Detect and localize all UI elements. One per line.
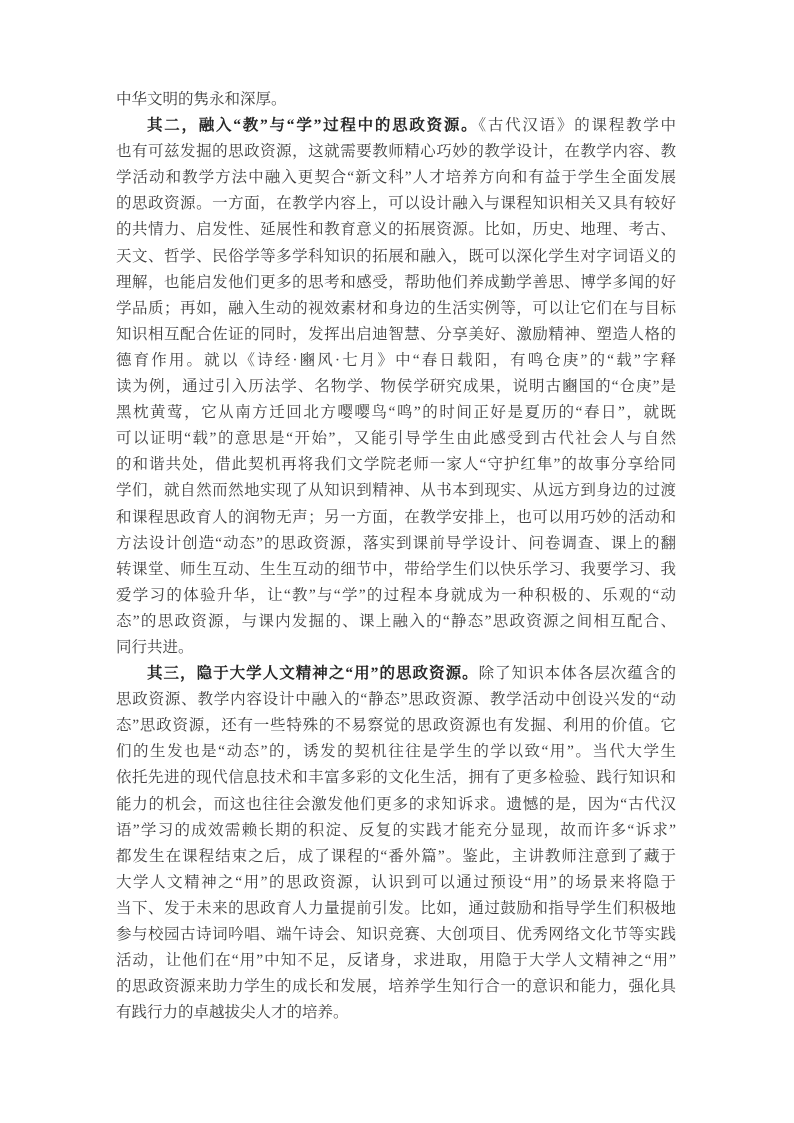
text-run: 大学人文精神之“用”的思政资源，认识到可以通过预设“用”的场景来将隐于 <box>116 873 676 891</box>
text-run: 读为例，通过引入历法学、名物学、物侯学研究成果，说明古豳国的“仓庚”是 <box>116 378 676 396</box>
text-line <box>116 661 676 687</box>
text-line <box>116 452 676 478</box>
text-run: 的共情力、启发性、延展性和教育意义的拓展资源。比如，历史、地理、考古、 <box>116 221 676 239</box>
text-line <box>116 765 676 791</box>
text-line <box>116 217 676 243</box>
text-line <box>116 322 676 348</box>
text-run: 同行共进。 <box>116 638 194 656</box>
text-run: 们的生发也是“动态”的，诱发的契机往往是学生的学以致“用”。当代大学生 <box>116 743 676 761</box>
text-line <box>116 191 676 217</box>
text-run: 态”思政资源，还有一些特殊的不易察觉的思政资源也有发掘、利用的价值。它 <box>116 717 676 735</box>
text-line <box>116 244 676 270</box>
text-line <box>116 870 676 896</box>
text-line <box>116 948 676 974</box>
text-line <box>116 139 676 165</box>
text-run: 活动，让他们在“用”中知不足，反诸身，求进取，用隐于大学人文精神之“用” <box>116 952 676 970</box>
text-line <box>116 974 676 1000</box>
text-line <box>116 505 676 531</box>
text-run: 学们，就自然而然地实现了从知识到精神、从书本到现实、从远方到身边的过渡 <box>116 482 676 500</box>
text-line <box>116 87 676 113</box>
text-run: 中华文明的隽永和深厚。 <box>116 91 287 108</box>
text-run: 《古代汉语》的课程教学中 <box>478 117 676 135</box>
text-run: 除了知识本体各层次蕴含的 <box>478 665 676 683</box>
text-line <box>116 687 676 713</box>
text-run: 参与校园古诗词吟唱、端午诗会、知识竞赛、大创项目、优秀网络文化节等实践 <box>116 926 676 943</box>
text-line <box>116 426 676 452</box>
text-run: 的思政资源。一方面，在教学内容上，可以设计融入与课程知识相关又具有较好 <box>116 195 676 213</box>
text-run: 都发生在课程结束之后，成了课程的“番外篇”。鉴此，主讲教师注意到了藏于 <box>116 847 676 865</box>
text-line <box>116 348 676 374</box>
text-line <box>116 531 676 557</box>
text-line <box>116 296 676 322</box>
text-run: 也有可兹发掘的思政资源，这就需要教师精心巧妙的教学设计，在教学内容、教 <box>116 143 676 161</box>
text-run: 黑枕黄莺，它从南方迁回北方嘤嘤鸟“鸣”的时间正好是夏历的“春日”，就既 <box>116 404 676 422</box>
text-run: 思政资源、教学内容设计中融入的“静态”思政资源、教学活动中创设兴发的“动 <box>116 691 676 709</box>
text-line <box>116 609 676 635</box>
text-run: 转课堂、师生互动、生生互动的细节中，带给学生们以快乐学习、我要学习、我 <box>116 560 676 578</box>
text-run: 态”的思政资源，与课内发掘的、课上融入的“静态”思政资源之间相互配合、 <box>116 612 676 630</box>
text-line <box>116 844 676 870</box>
text-line <box>116 400 676 426</box>
text-line <box>116 557 676 583</box>
text-run: 德育作用。就以《诗经·豳风·七月》中“春日载阳，有鸣仓庚”的“载”字释 <box>116 351 676 369</box>
text-line <box>116 792 676 818</box>
text-run: 的和谐共处，借此契机再将我们文学院老师一家人“守护红隼”的故事分享给同 <box>116 456 676 474</box>
text-run: 可以证明“载”的意思是“开始”，又能引导学生由此感受到古代社会人与自然 <box>116 430 676 448</box>
text-run: 天文、哲学、民俗学等多学科知识的拓展和融入，既可以深化学生对字词语义的 <box>116 247 676 265</box>
text-run: 当下、发于未来的思政育人力量提前引发。比如，通过鼓励和指导学生们积极地 <box>116 899 676 917</box>
text-run: 方法设计创造“动态”的思政资源，落实到课前导学设计、问卷调查、课上的翻 <box>116 534 676 552</box>
page-text-block <box>116 87 676 1026</box>
text-run: 语”学习的成效需赖长期的积淀、反复的实践才能充分显现，故而许多“诉求” <box>116 821 676 839</box>
text-run: 知识相互配合佐证的同时，发挥出启迪智慧、分享美好、激励精神、塑造人格的 <box>116 325 676 343</box>
text-line <box>116 713 676 739</box>
text-line <box>116 1000 676 1026</box>
text-run: 有践行力的卓越拔尖人才的培养。 <box>116 1004 349 1022</box>
text-run: 理解，也能启发他们更多的思考和感受，帮助他们养成勤学善思、博学多闻的好 <box>116 273 676 291</box>
text-run: 依托先进的现代信息技术和丰富多彩的文化生活，拥有了更多检验、践行知识和 <box>116 769 676 787</box>
text-line <box>116 818 676 844</box>
text-run: 爱学习的体验升华，让“教”与“学”的过程本身就成为一种积极的、乐观的“动 <box>116 586 676 604</box>
text-line <box>116 270 676 296</box>
text-run: 学活动和教学方法中融入更契合“新文科”人才培养方向和有益于学生全面发展 <box>116 169 676 187</box>
text-line <box>116 739 676 765</box>
text-line <box>116 922 676 948</box>
text-line <box>116 635 676 661</box>
text-run: 和课程思政育人的润物无声；另一方面，在教学安排上，也可以用巧妙的活动和 <box>116 508 676 526</box>
text-line <box>116 583 676 609</box>
text-run: 能力的机会，而这也往往会激发他们更多的求知诉求。遗憾的是，因为“古代汉 <box>116 795 676 813</box>
text-line <box>116 896 676 922</box>
text-run: 学品质；再如，融入生动的视效素材和身边的生活实例等，可以让它们在与目标 <box>116 299 676 317</box>
text-line <box>116 478 676 504</box>
text-run: 的思政资源来助力学生的成长和发展，培养学生知行合一的意识和能力，强化具 <box>116 978 676 996</box>
text-line <box>116 165 676 191</box>
text-line <box>116 113 676 139</box>
paragraph-lead-bold-run: 其二，融入“教”与“学”过程中的思政资源。 <box>147 117 479 135</box>
paragraph-lead-bold-run: 其三，隐于大学人文精神之“用”的思政资源。 <box>147 665 479 683</box>
text-line <box>116 374 676 400</box>
